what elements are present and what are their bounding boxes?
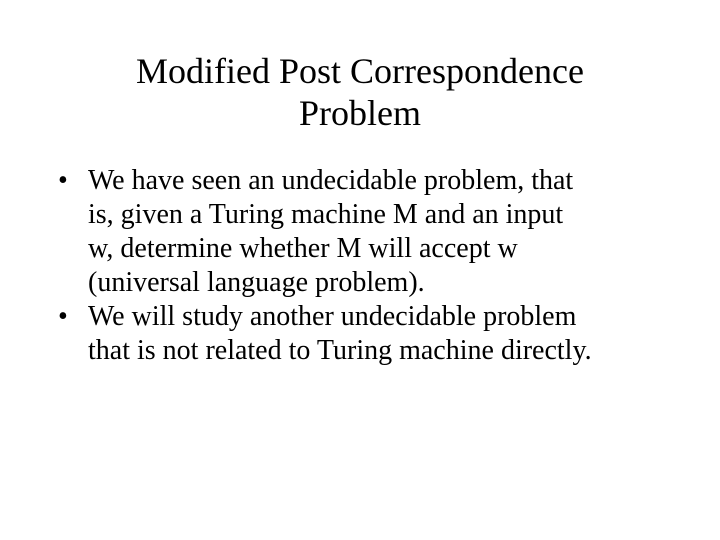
bullet-item	[58, 164, 688, 300]
bullet-line: that is not related to Turing machine directly.	[88, 335, 592, 366]
bullet-line: We have seen an undecidable problem, that	[88, 165, 574, 196]
slide-title	[60, 50, 660, 134]
bullet-icon: •	[58, 165, 68, 196]
bullet-icon: •	[58, 301, 68, 332]
slide-title-line: Problem	[299, 93, 421, 133]
bullet-line: (universal language problem).	[88, 267, 425, 298]
bullet-line: is, given a Turing machine M and an input	[88, 199, 564, 230]
bullet-line: We will study another undecidable problem	[88, 301, 577, 332]
bullet-item	[58, 300, 688, 368]
bullet-line: w, determine whether M will accept w	[88, 233, 518, 264]
slide-title-line: Modified Post Correspondence	[136, 51, 584, 91]
bullet-list	[58, 164, 688, 368]
